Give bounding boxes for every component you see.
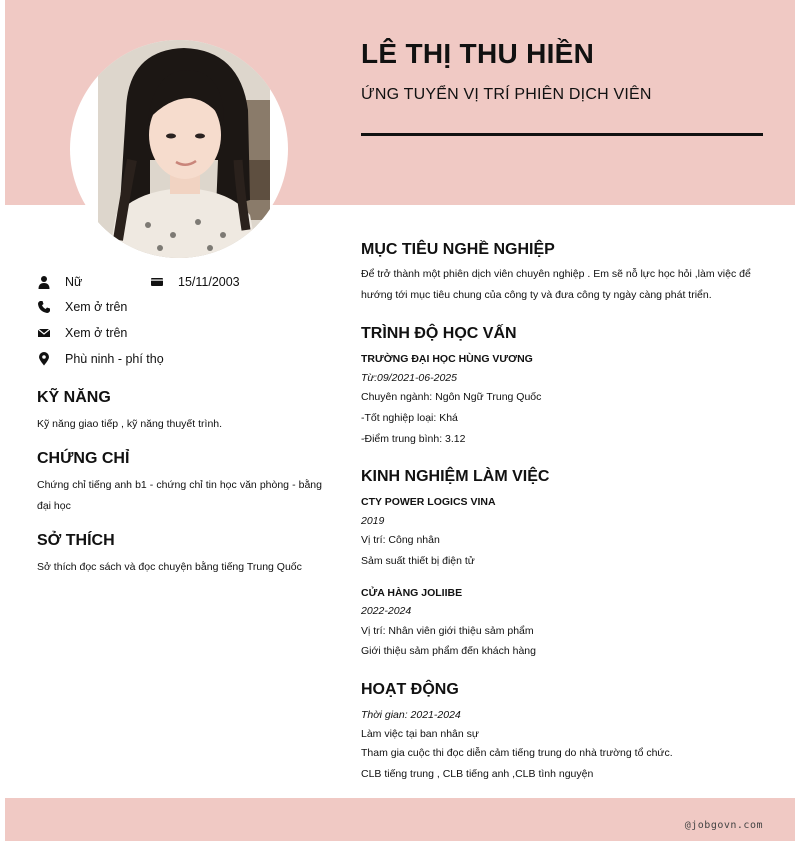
certificates-text: Chứng chỉ tiếng anh b1 - chứng chỉ tin học văn phòng - bằng đại học (37, 479, 322, 512)
person-icon (37, 275, 51, 289)
job-company: CTY POWER LOGICS VINA (361, 496, 496, 508)
header-divider (361, 133, 763, 136)
objective-text: Để trở thành một phiên dịch viên chuyên nghiệp . Em sẽ nỗ lực học hỏi ,làm việc để hướng tới mục tiêu chung của công ty và đưa công ty ngày càng phát triển. (361, 268, 751, 301)
phone-icon (37, 300, 51, 314)
address-row (37, 352, 164, 366)
cv-page (5, 0, 795, 841)
location-pin-icon (37, 352, 51, 366)
address-value: Phù ninh - phí thọ (65, 352, 164, 366)
job-description: Sảm suất thiết bị điện tử (361, 555, 475, 567)
job-role: Vị trí: Nhân viên giới thiệu sảm phẩm (361, 625, 534, 637)
certificates-heading: CHỨNG CHỈ (37, 450, 130, 467)
email-value: Xem ở trên (65, 326, 128, 340)
skills-text: Kỹ năng giao tiếp , kỹ năng thuyết trình. (37, 418, 223, 430)
phone-value: Xem ở trên (65, 300, 128, 314)
activities-period: Thời gian: 2021-2024 (361, 709, 461, 721)
email-row (37, 326, 127, 340)
hobbies-text: Sở thích đọc sách và đọc chuyện bằng tiếng Trung Quốc (37, 561, 302, 573)
applied-position: ỨNG TUYỂN VỊ TRÍ PHIÊN DỊCH VIÊN (361, 86, 652, 103)
phone-row (37, 300, 127, 314)
footer-band (5, 798, 795, 841)
gender-value: Nữ (65, 275, 83, 289)
education-line: Chuyên ngành: Ngôn Ngữ Trung Quốc (361, 391, 542, 403)
activities-heading: HOẠT ĐỘNG (361, 681, 459, 698)
skills-heading: KỸ NĂNG (37, 389, 111, 406)
candidate-name: LÊ THỊ THU HIỀN (361, 38, 595, 69)
objective-heading: MỤC TIÊU NGHỀ NGHIỆP (361, 241, 555, 258)
hobbies-heading: SỞ THÍCH (37, 532, 115, 549)
profile-photo (98, 40, 270, 258)
footer-watermark: @jobgovn.com (684, 820, 763, 831)
portrait-illustration (98, 40, 270, 258)
job-company: CỬA HÀNG JOLIIBE (361, 587, 463, 599)
job-period: 2019 (361, 515, 385, 527)
activity-line: Tham gia cuộc thi đọc diễn cảm tiếng trung do nhà trường tổ chức. (361, 747, 673, 759)
activity-line: Làm việc tại ban nhân sự (361, 728, 479, 740)
education-school: TRƯỜNG ĐẠI HỌC HÙNG VƯƠNG (361, 353, 533, 365)
education-heading: TRÌNH ĐỘ HỌC VẤN (361, 325, 517, 342)
job-description: Giới thiệu sảm phẩm đến khách hàng (361, 645, 536, 657)
activity-line: CLB tiếng trung , CLB tiếng anh ,CLB tình nguyện (361, 768, 594, 780)
profile-photo-frame (70, 40, 288, 258)
education-line: -Điểm trung bình: 3.12 (361, 433, 466, 445)
job-period: 2022-2024 (361, 605, 412, 617)
calendar-icon (150, 275, 164, 289)
birthdate-row (150, 275, 240, 289)
experience-heading: KINH NGHIỆM LÀM VIỆC (361, 468, 550, 485)
gender-row (37, 275, 82, 289)
birthdate-value: 15/11/2003 (178, 275, 240, 289)
envelope-icon (37, 326, 51, 340)
job-role: Vị trí: Công nhân (361, 534, 440, 546)
education-line: -Tốt nghiệp loại: Khá (361, 412, 458, 424)
education-period: Từ:09/2021-06-2025 (361, 372, 457, 384)
